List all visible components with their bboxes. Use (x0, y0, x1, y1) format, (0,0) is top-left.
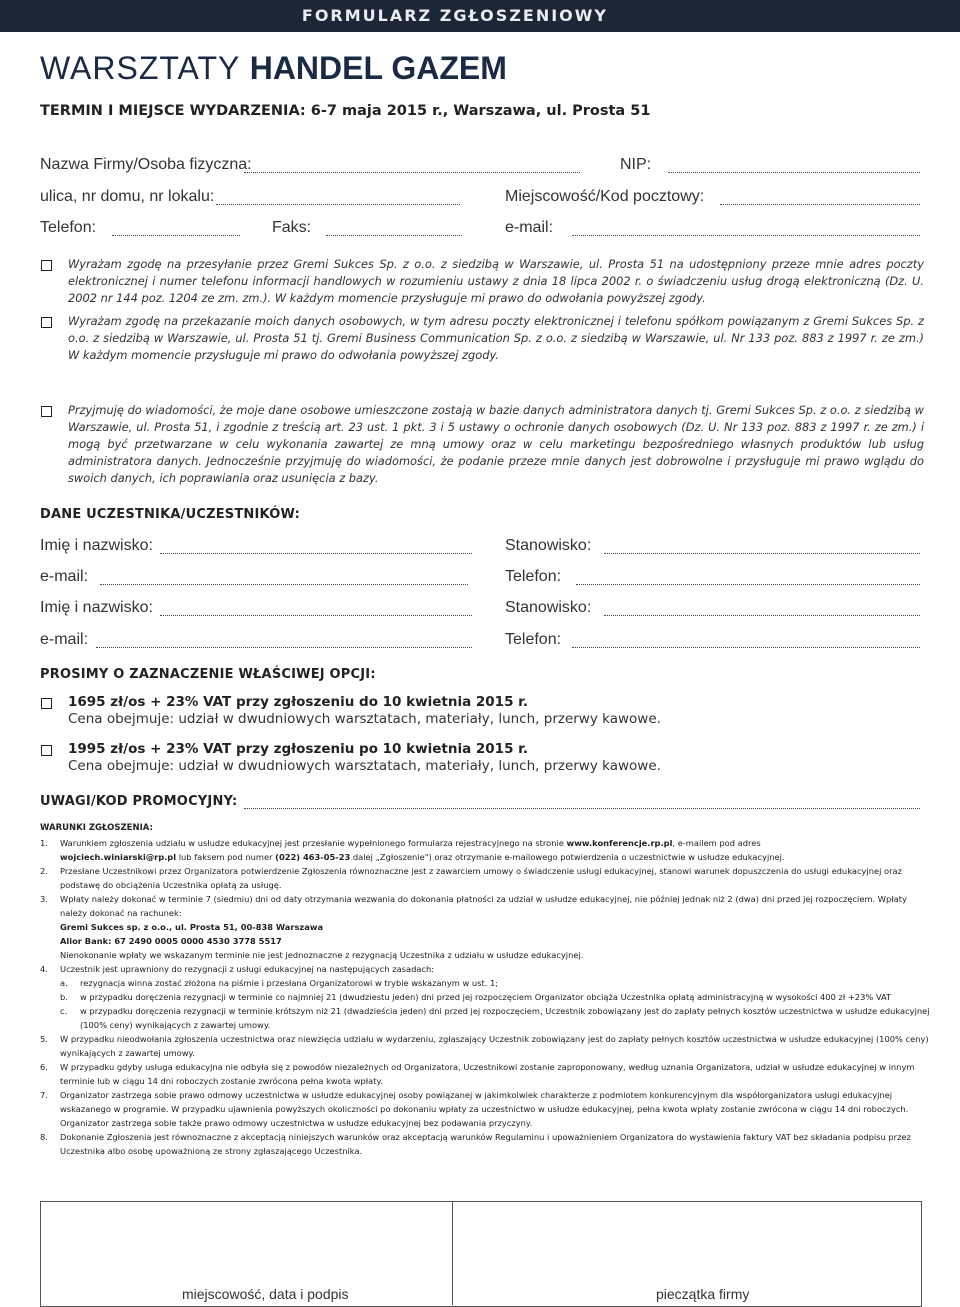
workshop-title (40, 50, 507, 87)
workshop-title-prefix: WARSZTATY (40, 50, 250, 86)
conditions-list (40, 836, 930, 1158)
consent-2-text: Wyrażam zgodę na przekazanie moich danych osobowych, w tym adresu poczty elektronicznej i telefonu spółkom powiązanym z Gremi Sukces Sp. z o.o. z siedzibą w Warszawie, ul. Prosta 51 tj. Gremi Business Communication Sp. z o.o. z siedzibą w Warszawie, ul. Nr 133 poz. 883 z 1997 r. ze zm.) W każdym momencie przysługuje mi prawo do odwołania powyższej zgody. (68, 314, 924, 362)
company-name-label: Nazwa Firmy/Osoba fizyczna: (40, 156, 252, 173)
city-label: Miejscowość/Kod pocztowy: (505, 188, 705, 205)
option-2-price: 1995 zł/os + 23% VAT przy zgłoszeniu po 10 kwietnia 2015 r. (68, 741, 529, 757)
participant-2-position-label: Stanowisko: (505, 599, 592, 616)
condition-4-text: Uczestnik jest uprawniony do rezygnacji z usługi edukacyjnej na następujących zasadach: (60, 964, 435, 974)
condition-4c-text: w przypadku doręczenia rezygnacji w terminie krótszym niż 21 (dwadzieścia jeden) dni przed jej rozpoczęciem, Uczestnik zobowiązany jest do zapłaty pełnych kosztów uczestnictwa w usłudze edukacyjnej (100% ceny) wynikających z zawartej umowy. (80, 1006, 930, 1030)
option-2-description: Cena obejmuje: udział w dwudniowych warsztatach, materiały, lunch, przerwy kawowe. (68, 758, 661, 774)
registration-email[interactable]: wojciech.winiarski@rp.pl (60, 852, 177, 862)
signature-divider (452, 1201, 453, 1305)
participant-1-name-label: Imię i nazwisko: (40, 537, 153, 554)
email-label: e-mail: (505, 219, 554, 236)
participants-heading: DANE UCZESTNIKA/UCZESTNIKÓW: (40, 507, 301, 522)
company-stamp-label: pieczątka firmy (656, 1286, 750, 1302)
condition-4a: a. rezygnacja winna zostać złożona na piśmie i przesłana Organizatorowi w trybie wskazanym w ust. 1; (60, 978, 499, 988)
condition-6: 6. W przypadku gdyby usługa edukacyjna nie odbyła się z powodów niezależnych od Organizatora, Uczestnikowi zostanie zaproponowany, według uznania Organizatora, udział w usłudze edukacyjnej w innym terminie lub w ciągu 14 dni roboczych zostanie zwrócona pełna kwota wpłaty. (40, 1062, 915, 1086)
condition-8: 8. Dokonanie Zgłoszenia jest równoznaczne z akceptacją niniejszych warunków oraz akceptacją warunków Regulaminu i upoważnieniem Organizatora do wystawienia faktury VAT bez składania podpisu przez Uczestnika albo osobę upoważnioną ze strony zgłaszającego Uczestnika. (40, 1132, 911, 1156)
option-1-description: Cena obejmuje: udział w dwudniowych warsztatach, materiały, lunch, przerwy kawowe. (68, 711, 661, 727)
participant-1-position-field[interactable] (604, 539, 920, 554)
phone-field[interactable] (112, 221, 240, 236)
participant-2-phone-label: Telefon: (505, 631, 562, 648)
fax-field[interactable] (326, 221, 462, 236)
consent-1-text: Wyrażam zgodę na przesyłanie przez Gremi Sukces Sp. z o.o. z siedzibą w Warszawie, ul. Prosta 51 na udostępniony przeze mnie adres poczty elektronicznej i numer telefonu informacji handlowych w rozumieniu ustawy z dnia 18 lipca 2002 r. o świadczeniu usług drogą elektroniczną (Dz. U. 2002 nr 144 poz. 1204 ze zm. zm.). W każdym momencie przysługuje mi prawo do odwołania powyższej zgody. (68, 257, 924, 305)
condition-8-text: Dokonanie Zgłoszenia jest równoznaczne z akceptacją niniejszych warunków oraz akceptacją warunków Regulaminu i upoważnieniem Organizatora do wystawienia faktury VAT bez składania podpisu przez Uczestnika albo osobę upoważnioną ze strony zgłaszającego Uczestnika. (60, 1132, 911, 1156)
options-heading: PROSIMY O ZAZNACZENIE WŁAŚCIWEJ OPCJI: (40, 667, 376, 682)
condition-3-note: Nienokonanie wpłaty we wskazanym terminie nie jest jednoznaczne z rezygnacją Uczestnika z udziału w usłudze edukacyjnej. (60, 950, 584, 960)
workshop-title-name: HANDEL GAZEM (249, 50, 507, 86)
condition-4b: b. w przypadku doręczenia rezygnacji w terminie co najmniej 21 (dwudziestu jeden) dni przed jej rozpoczęciem Organizator obciąża Uczestnika opłatą administracyjną w wysokości 400 zł +23% VAT (60, 992, 892, 1002)
condition-7: 7. Organizator zastrzega sobie prawo odmowy uczestnictwa w usłudze edukacyjnej osoby powiązanej w jakimkolwiek charakterze z podmiotem konkurencyjnym dla współorganizatora usługi edukacyjnej wskazanego w programie. W przypadku ujawnienia powyższych okoliczności po dokonaniu wpłaty za uczestnictwo w usłudze edukacyjnej, pełna kwota wpłaty zostanie zwrócona w ciągu 14 dni roboczych. Organizator zastrzega sobie także prawo odmowy uczestnictwa w usłudze edukacyjnej bez podawania przyczyny. (40, 1090, 909, 1128)
consent-1-checkbox[interactable] (41, 260, 52, 271)
condition-4c: c. w przypadku doręczenia rezygnacji w terminie krótszym niż 21 (dwadzieścia jeden) dni przed jej rozpoczęciem, Uczestnik zobowiązany jest do zapłaty pełnych kosztów uczestnictwa w usłudze edukacyjnej (100% ceny) wynikających z zawartej umowy. (60, 1006, 930, 1030)
participant-2-email-field[interactable] (96, 633, 472, 648)
fax-number: (022) 463-05-23 (275, 852, 351, 862)
email-field[interactable] (572, 221, 920, 236)
fax-label: Faks: (272, 219, 312, 236)
city-field[interactable] (720, 190, 920, 205)
condition-5: 5. W przypadku nieodwołania zgłoszenia uczestnictwa oraz niewzięcia udziału w wydarzeniu, zgłaszający Uczestnik zobowiązany jest do zapłaty pełnych kosztów uczestnictwa w usłudze edukacyjnej (100% ceny) wynikających z zawartej umowy. (40, 1034, 929, 1058)
condition-1-text-mid2: lub faksem pod numer (176, 852, 276, 862)
condition-2: 2. Przesłane Uczestnikowi przez Organizatora potwierdzenie Zgłoszenia równoznaczne jest z zawarciem umowy o świadczenie usługi edukacyjnej, stanowi warunek dopuszczenia do usługi edukacyjnej oraz podstawę do obciążenia Uczestnika opłatą za usługę. (40, 866, 902, 890)
header-bar (0, 0, 960, 32)
bank-recipient: Gremi Sukces sp. z o.o., ul. Prosta 51, 00-838 Warszawa (60, 922, 324, 932)
participant-2-name-label: Imię i nazwisko: (40, 599, 153, 616)
street-label: ulica, nr domu, nr lokalu: (40, 188, 215, 205)
condition-4a-text: rezygnacja winna zostać złożona na piśmie i przesłana Organizatorowi w trybie wskazanym w ust. 1; (80, 978, 499, 988)
participant-1-name-field[interactable] (160, 539, 472, 554)
condition-4b-text: w przypadku doręczenia rezygnacji w terminie co najmniej 21 (dwudziestu jeden) dni przed jej rozpoczęciem Organizator obciąża Uczestnika opłatą administracyjną w wysokości 400 zł +23% VAT (80, 992, 892, 1002)
condition-6-text: W przypadku gdyby usługa edukacyjna nie odbyła się z powodów niezależnych od Organizatora, Uczestnikowi zostanie zaproponowany, według uznania Organizatora, udział w usłudze edukacyjnej w innym terminie lub w ciągu 14 dni roboczych zostanie zwrócona pełna kwota wpłaty. (60, 1062, 915, 1086)
condition-3: 3. Wpłaty należy dokonać w terminie 7 (siedmiu) dni od daty otrzymania wezwania do dokonania płatności za udział w usłudze edukacyjnej, nie później jednak niż 2 (dwa) dni przed jej rozpoczęciem. Wpłaty należy dokonać na rachunek: Gremi Sukces sp. z o.o., ul. Prosta 51, 00-838 Warszawa Alior Bank: 67 2490 0005 0000 4530 3778 5517 Nienokonanie wpłaty we wskazanym terminie nie jest jednoznaczne z rezygnacją Uczestnika z udziału w usłudze edukacyjnej. (40, 894, 907, 960)
condition-1-text-post: dalej „Zgłoszenie") oraz otrzymanie e-mailowego potwierdzenia o uczestnictwie w usłudze edukacyjnej. (350, 852, 785, 862)
form-title: FORMULARZ ZGŁOSZENIOWY (301, 6, 608, 25)
condition-4: 4. Uczestnik jest uprawniony do rezygnacji z usługi edukacyjnej na następujących zasadach: (40, 964, 435, 974)
condition-5-text: W przypadku nieodwołania zgłoszenia uczestnictwa oraz niewzięcia udziału w wydarzeniu, zgłaszający Uczestnik zobowiązany jest do zapłaty pełnych kosztów uczestnictwa w usłudze edukacyjnej (100% ceny) wynikających z zawartej umowy. (60, 1034, 929, 1058)
remarks-field[interactable] (244, 794, 920, 809)
participant-1-position-label: Stanowisko: (505, 537, 592, 554)
street-field[interactable] (216, 190, 460, 205)
participant-2-name-field[interactable] (160, 601, 472, 616)
registration-url[interactable]: www.konferencje.rp.pl (566, 838, 673, 848)
condition-1-text-mid: , e-mailem pod adres (672, 838, 761, 848)
participant-1-email-label: e-mail: (40, 568, 89, 585)
company-name-field[interactable] (244, 158, 580, 173)
consent-3-checkbox[interactable] (41, 406, 52, 417)
nip-label: NIP: (620, 156, 652, 173)
consent-2-checkbox[interactable] (41, 317, 52, 328)
condition-1-text: Warunkiem zgłoszenia udziału w usłudze edukacyjnej jest przesłanie wypełnionego formularza rejestracyjnego na stronie (60, 838, 567, 848)
participant-2-email-label: e-mail: (40, 631, 89, 648)
option-1-checkbox[interactable] (41, 698, 52, 709)
signature-label: miejscowość, data i podpis (182, 1286, 349, 1302)
remarks-label: UWAGI/KOD PROMOCYJNY: (40, 794, 238, 809)
participant-1-phone-label: Telefon: (505, 568, 562, 585)
participant-2-position-field[interactable] (604, 601, 920, 616)
participant-1-email-field[interactable] (100, 570, 468, 585)
event-date-place: TERMIN I MIEJSCE WYDARZENIA: 6-7 maja 2015 r., Warszawa, ul. Prosta 51 (40, 103, 651, 119)
consent-3-text: Przyjmuję do wiadomości, że moje dane osobowe umieszczone zostają w bazie danych administratora danych tj. Gremi Sukces Sp. z o.o. z siedzibą w Warszawie, ul. Prosta 51, i zgodnie z treścią art. 23 ust. 1 pkt. 3 i 5 ustawy o ochronie danych osobowych (Dz. U. Nr 133 poz. 883 z 1997 r. ze zm.) i mogą być przetwarzane w celu wykonania zawartej ze mną umowy oraz w celu marketingu bezpośredniego własnych produktów lub usług administratora danych. Jednocześnie przyjmuję do wiadomości, że podanie przeze mnie danych jest dobrowolne i przysługuje mi prawo wglądu do swoich danych, ich poprawiania oraz usunięcia z bazy. (68, 403, 924, 485)
condition-7-text: Organizator zastrzega sobie prawo odmowy uczestnictwa w usłudze edukacyjnej osoby powiązanej w jakimkolwiek charakterze z podmiotem konkurencyjnym dla współorganizatora usługi edukacyjnej wskazanego w programie. W przypadku ujawnienia powyższych okoliczności po dokonaniu wpłaty za uczestnictwo w usłudze edukacyjnej, pełna kwota wpłaty zostanie zwrócona w ciągu 14 dni roboczych. Organizator zastrzega sobie także prawo odmowy uczestnictwa w usłudze edukacyjnej bez podawania przyczyny. (60, 1090, 909, 1128)
participant-1-phone-field[interactable] (576, 570, 920, 585)
nip-field[interactable] (668, 158, 920, 173)
signature-box[interactable] (40, 1201, 922, 1307)
condition-2-text: Przesłane Uczestnikowi przez Organizatora potwierdzenie Zgłoszenia równoznaczne jest z zawarciem umowy o świadczenie usługi edukacyjnej, stanowi warunek dopuszczenia do usługi edukacyjnej oraz podstawę do obciążenia Uczestnika opłatą za usługę. (60, 866, 902, 890)
option-2-checkbox[interactable] (41, 745, 52, 756)
bank-account: Alior Bank: 67 2490 0005 0000 4530 3778 5517 (60, 936, 282, 946)
participant-2-phone-field[interactable] (572, 633, 920, 648)
conditions-heading: WARUNKI ZGŁOSZENIA: (40, 823, 153, 833)
option-1-price: 1695 zł/os + 23% VAT przy zgłoszeniu do 10 kwietnia 2015 r. (68, 694, 529, 710)
condition-1: 1. Warunkiem zgłoszenia udziału w usłudze edukacyjnej jest przesłanie wypełnionego formularza rejestracyjnego na stronie www.konferencje.rp.pl, e-mailem pod adres wojciech.winiarski@rp.pl lub faksem pod numer (022) 463-05-23 dalej „Zgłoszenie") oraz otrzymanie e-mailowego potwierdzenia o uczestnictwie w usłudze edukacyjnej. (40, 838, 785, 862)
phone-label: Telefon: (40, 219, 97, 236)
condition-3-text: Wpłaty należy dokonać w terminie 7 (siedmiu) dni od daty otrzymania wezwania do dokonania płatności za udział w usłudze edukacyjnej, nie później jednak niż 2 (dwa) dni przed jej rozpoczęciem. Wpłaty należy dokonać na rachunek: (60, 894, 907, 918)
